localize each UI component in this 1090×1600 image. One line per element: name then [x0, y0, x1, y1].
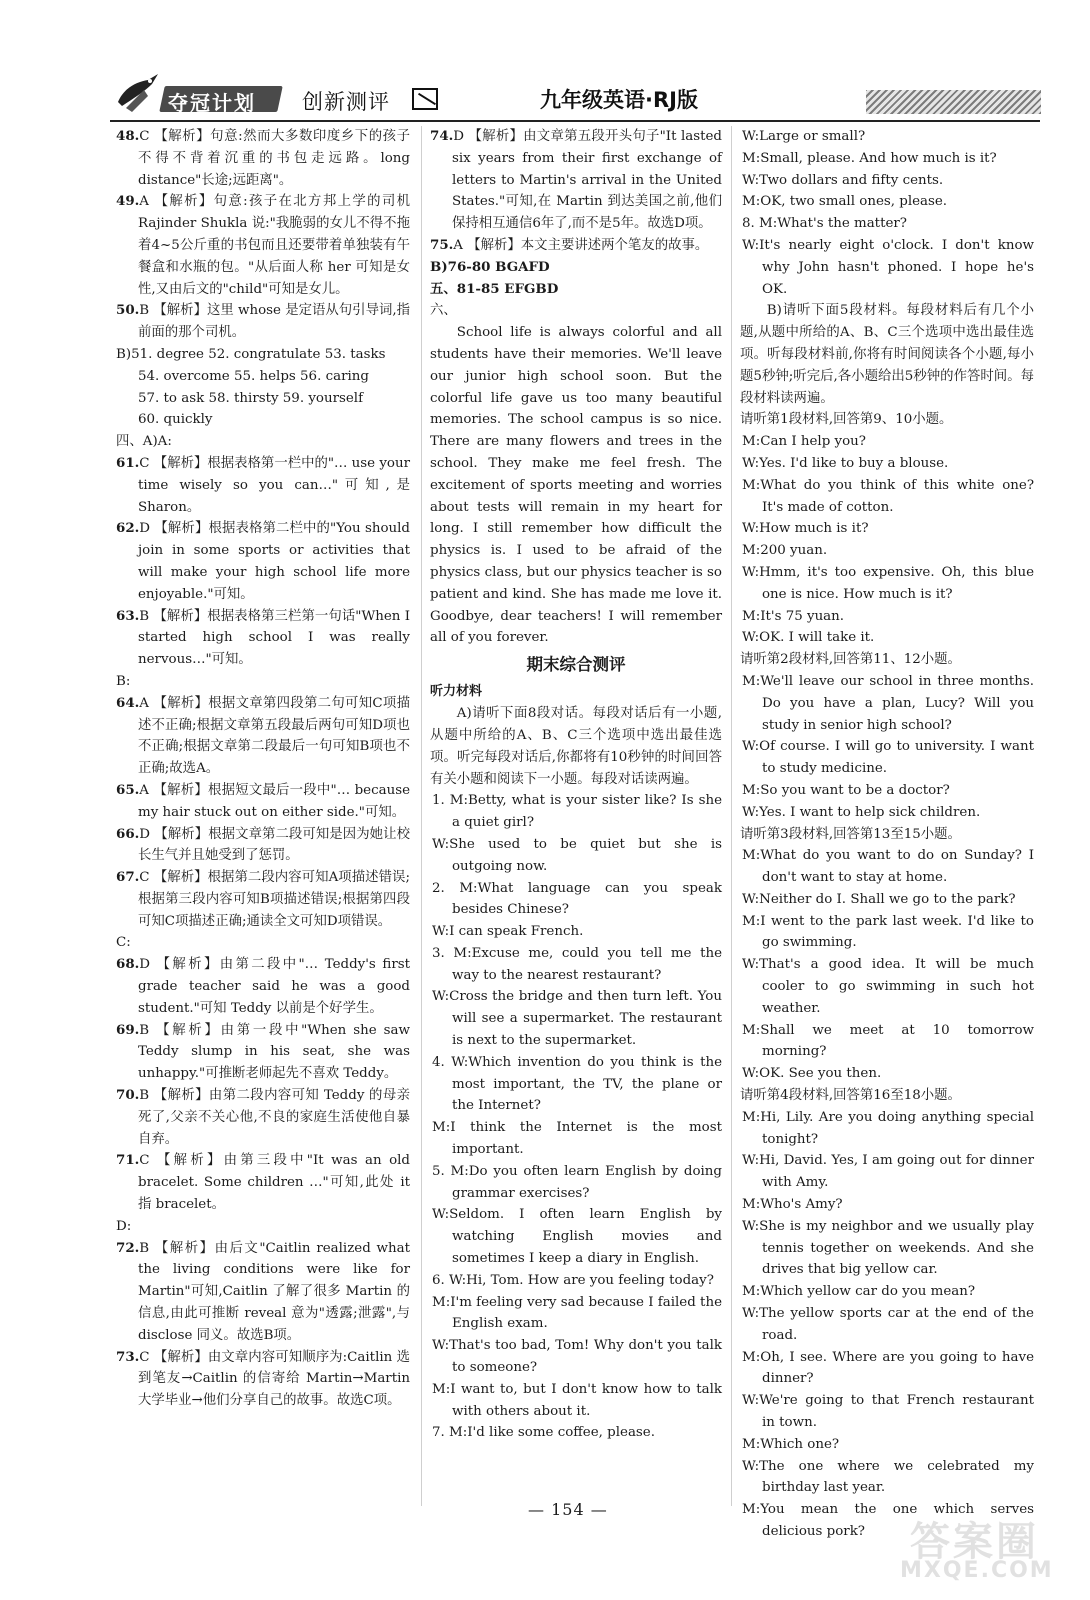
listening-instructions: A)请听下面8段对话。每段对话后有一小题,从题中所给的A、B、C三个选项中选出最佳选项。听完每段对话后,你都将有10秒钟的时间回答有关小题和阅读下一小题。每段对话读两遍。 [430, 706, 722, 787]
dialog-line: M:Oh, I see. Where are you going to have dinner? [742, 1349, 1034, 1387]
section-heading: D: [116, 1218, 132, 1234]
section-heading: B: [116, 673, 131, 689]
dialog-line: W:The one where we celebrated my birthday last year. [742, 1458, 1034, 1496]
answer-item: 64.A 【解析】根据文章第四段第二句可知C项描述不正确;根据文章第五段最后两句可知D项也不正确;根据文章第二段最后一句可知B项也不正确;故选A。 [116, 694, 410, 777]
dialog-line: M:Who's Amy? [742, 1197, 843, 1213]
dialog-line: W:OK. I will take it. [742, 630, 875, 646]
brand-logo [110, 78, 300, 114]
dialog-line: W:Seldom. I often learn English by watching English movies and sometimes I keep a diary in English. [432, 1207, 722, 1267]
answer-item: 49.A 【解析】句意:孩子在北方邦上学的司机 Rajinder Shukla 说:"我脆弱的女儿不得不拖着4~5公斤重的书包而且还要带着单独装有午餐盒和水瓶的包。"从后面人称 her 可知是女性,又由后文的"child"可知是女儿。 [116, 193, 410, 297]
watermark-logo: 答案圈 MXQE.COM [900, 1519, 1054, 1583]
dialog-line: 1. M:Betty, what is your sister like? Is she a quiet girl? [432, 793, 722, 831]
answer-item: 48.C 【解析】句意:然而大多数印度乡下的孩子不得不背着沉重的书包走远路。long distance"长途;远距离"。 [116, 128, 410, 188]
material-heading: 请听第1段材料,回答第9、10小题。 [740, 412, 953, 428]
grade-label: 九年级英语·RJ版 [540, 88, 698, 112]
dialog-line: W:We're going to that French restaurant in town. [742, 1393, 1034, 1431]
page-header [110, 72, 1040, 118]
dialog-line: M:Can I help you? [742, 434, 866, 450]
dialog-line: M:So you want to be a doctor? [742, 782, 950, 798]
dialog-line: W:Of course. I will go to university. I want to study medicine. [742, 739, 1034, 777]
answer-column-2 [430, 126, 722, 1444]
dialog-line: 7. M:I'd like some coffee, please. [432, 1425, 655, 1441]
dialog-line: M:Which yellow car do you mean? [742, 1284, 976, 1300]
dialog-line: M:200 yuan. [742, 543, 828, 559]
dialog-line: W:Hi, David. Yes, I am going out for dinner with Amy. [742, 1153, 1034, 1191]
fill-answers: 54. overcome 55. helps 56. caring [138, 368, 369, 384]
answer-item: 68.D 【解析】由第二段中"… Teddy's first grade teacher said he was a good student."可知 Teddy 以前是个好学生。 [116, 956, 410, 1016]
dialog-line: M:OK, two small ones, please. [742, 194, 948, 210]
dialog-line: M:Shall we meet at 10 tomorrow morning? [742, 1022, 1034, 1060]
decorative-hatch [866, 90, 1041, 114]
dialog-line: W:I can speak French. [432, 924, 584, 940]
dialog-line: 5. M:Do you often learn English by doing grammar exercises? [432, 1163, 722, 1201]
fill-answers: B)51. degree 52. congratulate 53. tasks [116, 346, 386, 362]
dialog-line: M:I went to the park last week. I'd like to go swimming. [742, 913, 1034, 951]
bird-logo-icon [114, 72, 160, 116]
dialog-line: W:That's too bad, Tom! Why don't you talk to someone? [432, 1338, 722, 1376]
section-heading: C: [116, 935, 131, 951]
dialog-line: W:Neither do I. Shall we go to the park? [742, 891, 1016, 907]
listening-instructions: B)请听下面5段材料。每段材料后有几个小题,从题中所给的A、B、C三个选项中选出最佳选项。听每段材料前,你将有时间阅读各个小题,每小题5秒钟;听完后,各小题给出5秒钟的作答时间。每段材料读两遍。 [740, 303, 1034, 406]
material-heading: 请听第2段材料,回答第11、12小题。 [740, 652, 961, 668]
answer-item: 69.B 【解析】由第一段中"When she saw Teddy slump in his seat, she was unhappy."可推断老师起先不喜欢 Teddy。 [116, 1021, 410, 1082]
dialog-list [740, 1107, 1034, 1543]
dialog-line: W:OK. See you then. [742, 1066, 882, 1082]
dialog-list [740, 126, 1034, 300]
dialog-line: M:It's 75 yuan. [742, 608, 845, 624]
section-heading: 六、 [430, 303, 457, 319]
answer-item: 66.D 【解析】根据文章第二段可知是因为她让校长生气并且她受到了惩罚。 [116, 825, 410, 864]
dialog-line: 8. M:What's the matter? [742, 216, 907, 232]
dialog-line: 3. M:Excuse me, could you tell me the way to the nearest restaurant? [432, 945, 722, 983]
dialog-list [430, 790, 722, 1444]
dialog-line: M:Which one? [742, 1436, 840, 1452]
answer-item: 73.C 【解析】由文章内容可知顺序为:Caitlin 选到笔友→Caitlin 的信寄给 Martin→Martin 大学毕业→他们分享自己的故事。故选C项。 [116, 1348, 410, 1409]
dialog-line: M:What do you want to do on Sunday? I don't want to stay at home. [742, 848, 1034, 886]
column-divider [421, 126, 422, 1506]
dialog-line: W:That's a good idea. It will be much cooler to go swimming in such hot weather. [742, 957, 1034, 1016]
answer-item: 65.A 【解析】根据短文最后一段中"… because my hair stuck out on either side."可知。 [116, 781, 410, 820]
answer-item: 70.B 【解析】由第二段内容可知 Teddy 的母亲死了,父亲不关心他,不良的家庭生活使他自暴自弃。 [116, 1087, 410, 1147]
answer-key: B)76-80 BGAFD [430, 258, 550, 275]
dialog-list [740, 845, 1034, 1085]
answer-key: 五、81-85 EFGBD [430, 280, 559, 297]
answer-item: 72.B 【解析】由后文"Caitlin realized what the living conditions were like for Martin"可知,Caitlin 了解了很多 Martin 的信息,由此可推断 reveal 意为"透露;泄露",与 disclose 同义。故选B项。 [116, 1239, 410, 1343]
dialog-line: W:Cross the bridge and then turn left. You will see a supermarket. The restaurant is next to the supermarket. [432, 989, 722, 1049]
dialog-line: M:You mean the one which serves delicious pork? [742, 1502, 1034, 1539]
dialog-line: W:It's nearly eight o'clock. I don't know why John hasn't phoned. I hope he's OK. [742, 237, 1034, 297]
answer-item: 63.B 【解析】根据表格第三栏第一句话"When I started high school I was really nervous…"可知。 [116, 607, 410, 668]
answer-item: 50.B 【解析】这里 whose 是定语从句引导词,指前面的那个司机。 [116, 302, 410, 341]
pen-box-icon [412, 88, 438, 110]
material-heading: 请听第4段材料,回答第16至18小题。 [740, 1088, 961, 1104]
dialog-line: M:We'll leave our school in three months. Do you have a plan, Lucy? Will you study in senior high school? [742, 673, 1034, 733]
page-number: — 154 — [528, 1500, 608, 1519]
dialog-line: M:Hi, Lily. Are you doing anything special tonight? [742, 1109, 1034, 1147]
dialog-line: W:The yellow sports car at the end of the road. [742, 1306, 1034, 1343]
answer-item: 67.C 【解析】根据第二段内容可知A项描述错误;根据第三段内容可知B项描述错误;根据第四段可知C项描述正确;通读全文可知D项错误。 [116, 869, 410, 929]
fill-answers: 57. to ask 58. thirsty 59. yourself [138, 390, 364, 406]
section-heading: 四、A)A: [116, 434, 172, 450]
header-rule [110, 120, 1040, 122]
dialog-line: 2. M:What language can you speak besides Chinese? [432, 880, 722, 918]
model-essay: School life is always colorful and all students have their memories. We'll leave our junior high school soon. But the colorful life gave us too many beautiful memories. The school campus is so nice. There are many flowers and trees in the school. They make me feel fresh. The excitement of sports meeting and worries about tests will remain in my heart for long. I still remember how difficult the physics is. I used to be afraid of the physics class, but our physics teacher is so patient and kind. She has made me love it. Goodbye, dear teachers! I will remember all of you forever. [430, 325, 722, 646]
dialog-line: W:How much is it? [742, 521, 869, 537]
dialog-list [740, 671, 1034, 824]
listening-heading: 听力材料 [430, 684, 483, 700]
fill-answers: 60. quickly [138, 412, 213, 428]
dialog-line: M:What do you think of this white one? It's made of cotton. [742, 477, 1034, 515]
dialog-list [740, 431, 1034, 649]
answer-item: 62.D 【解析】根据表格第二栏中的"You should join in some sports or activities that will make your high school life more enjoyable."可知。 [116, 520, 410, 602]
answer-item: 71.C 【解析】由第三段中"It was an old bracelet. Some children …"可知,此处 it 指 bracelet。 [116, 1152, 410, 1213]
dialog-line: W:Large or small? [742, 129, 866, 144]
dialog-line: W:She is my neighbor and we usually play tennis together on weekends. And she drives that big yellow car. [742, 1218, 1034, 1278]
answer-item: 74.D 【解析】由文章第五段开头句子"It lasted six years from their first exchange of letters to Martin's arrival in the United States."可知,在 Martin 到达美国之前,他们保持相互通信6年了,而不是5年。故选D项。 [430, 128, 722, 232]
answer-item: 61.C 【解析】根据表格第一栏中的"… use your time wisely so you can…"可知,是 Sharon。 [116, 454, 411, 515]
section-title: 期末综合测评 [526, 655, 626, 675]
column-divider [731, 126, 732, 1506]
dialog-line: 6. W:Hi, Tom. How are you feeling today? [432, 1272, 714, 1288]
dialog-line: W:Hmm, it's too expensive. Oh, this blue one is nice. How much is it? [742, 564, 1034, 602]
dialog-line: M:I'm feeling very sad because I failed the English exam. [432, 1294, 722, 1332]
dialog-line: W:Yes. I want to help sick children. [742, 804, 981, 820]
dialog-line: M:Small, please. And how much is it? [742, 150, 997, 166]
dialog-line: M:I want to, but I don't know how to talk with others about it. [432, 1381, 722, 1419]
material-heading: 请听第3段材料,回答第13至15小题。 [740, 826, 961, 842]
book-subtitle: 创新测评 [302, 90, 390, 114]
dialog-line: W:She used to be quiet but she is outgoing now. [432, 836, 722, 874]
dialog-line: M:I think the Internet is the most important. [432, 1120, 722, 1158]
answer-column-1 [116, 126, 410, 1412]
logo-text: 夺冠计划 [168, 91, 256, 115]
dialog-line: 4. W:Which invention do you think is the most important, the TV, the plane or the Internet? [432, 1054, 722, 1114]
answer-item: 75.A 【解析】本文主要讲述两个笔友的故事。 [430, 236, 709, 253]
answer-column-3 [740, 126, 1034, 1543]
dialog-line: W:Two dollars and fifty cents. [742, 172, 944, 188]
dialog-line: W:Yes. I'd like to buy a blouse. [742, 455, 949, 471]
